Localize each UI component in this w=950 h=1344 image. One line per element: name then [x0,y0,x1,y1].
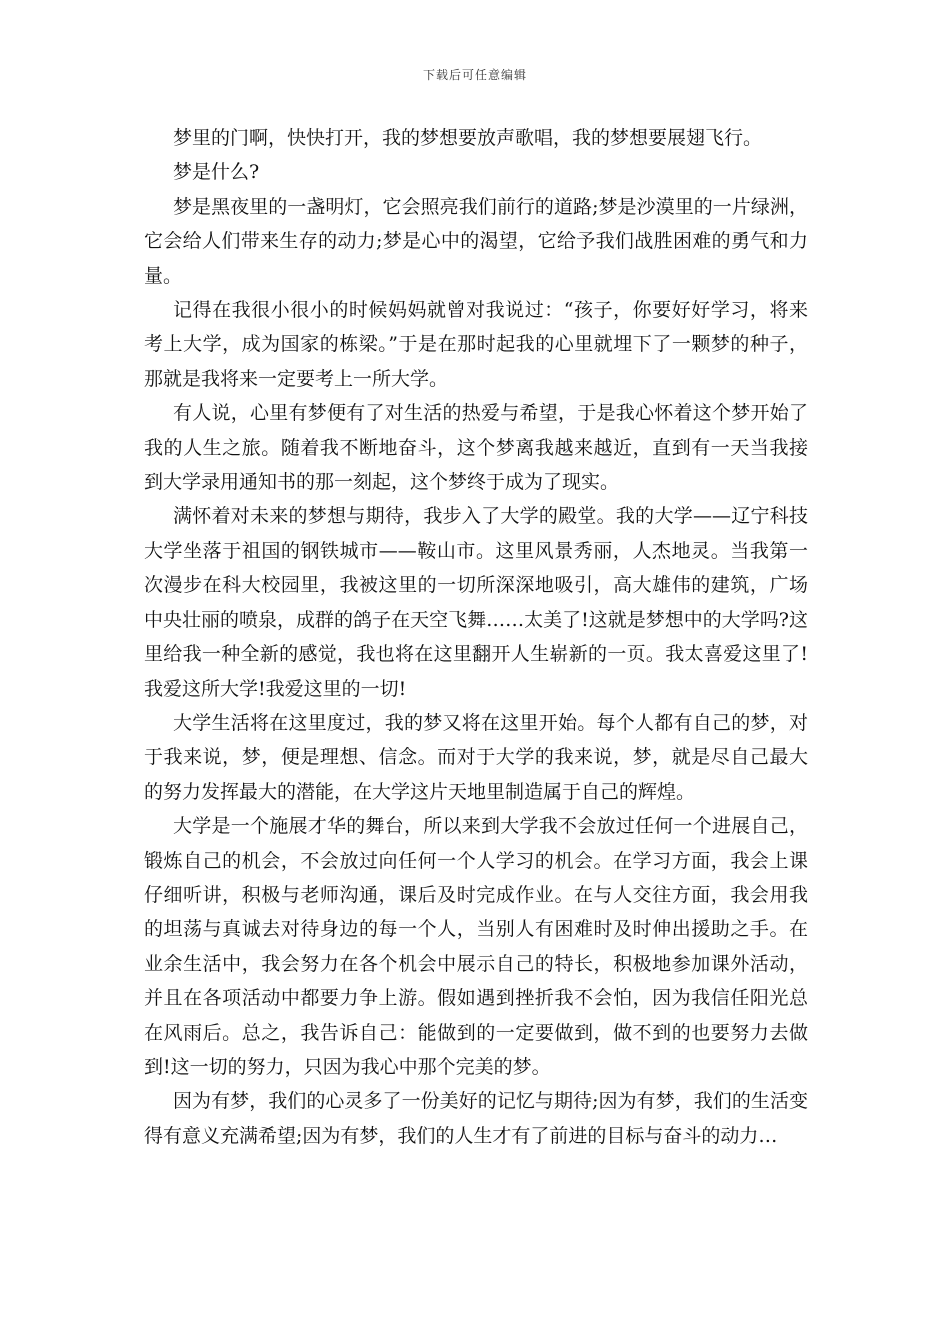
paragraph: 梦是黑夜里的一盏明灯，它会照亮我们前行的道路;梦是沙漠里的一片绿洲，它会给人们带来生存的动力;梦是心中的渴望，它给予我们战胜困难的勇气和力量。 [144,195,808,287]
paragraph: 大学生活将在这里度过，我的梦又将在这里开始。每个人都有自己的梦，对于我来说，梦，便是理想、信念。而对于大学的我来说，梦，就是尽自己最大的努力发挥最大的潜能，在大学这片天地里制造属于自己的辉煌。 [144,711,808,803]
paragraph: 满怀着对未来的梦想与期待，我步入了大学的殿堂。我的大学——辽宁科技大学坐落于祖国的钢铁城市——鞍山市。这里风景秀丽，人杰地灵。当我第一次漫步在科大校园里，我被这里的一切所深深地吸引，高大雄伟的建筑，广场中央壮丽的喷泉，成群的鸽子在天空飞舞……太美了!这就是梦想中的大学吗?这里给我一种全新的感觉，我也将在这里翻开人生崭新的一页。我太喜爱这里了!我爱这所大学!我爱这里的一切! [144,505,808,700]
paragraph: 大学是一个施展才华的舞台，所以来到大学我不会放过任何一个进展自己，锻炼自己的机会，不会放过向任何一个人学习的机会。在学习方面，我会上课仔细听讲，积极与老师沟通，课后及时完成作业。在与人交往方面，我会用我的坦荡与真诚去对待身边的每一个人，当别人有困难时及时伸出援助之手。在业余生活中，我会努力在各个机会中展示自己的特长，积极地参加课外活动，并且在各项活动中都要力争上游。假如遇到挫折我不会怕，因为我信任阳光总在风雨后。总之，我告诉自己：能做到的一定要做到，做不到的也要努力去做到!这一切的努力，只因为我心中那个完美的梦。 [144,815,808,1078]
paragraph: 有人说，心里有梦便有了对生活的热爱与希望，于是我心怀着这个梦开始了我的人生之旅。随着我不断地奋斗，这个梦离我越来越近，直到有一天当我接到大学录用通知书的那一刻起，这个梦终于成为了现实。 [144,402,808,494]
paragraph: 梦里的门啊，快快打开，我的梦想要放声歌唱，我的梦想要展翅飞行。 [173,127,763,149]
paragraph: 梦是什么? [173,161,260,184]
document-body [144,121,808,1153]
paragraph: 因为有梦，我们的心灵多了一份美好的记忆与期待;因为有梦，我们的生活变得有意义充满希望;因为有梦，我们的人生才有了前进的目标与奋斗的动力… [144,1090,808,1147]
page-header: 下载后可任意编辑 [422,68,527,82]
paragraph: 记得在我很小很小的时候妈妈就曾对我说过：“孩子，你要好好学习，将来考上大学，成为国家的栋梁。”于是在那时起我的心里就埋下了一颗梦的种子，那就是我将来一定要考上一所大学。 [144,299,808,390]
